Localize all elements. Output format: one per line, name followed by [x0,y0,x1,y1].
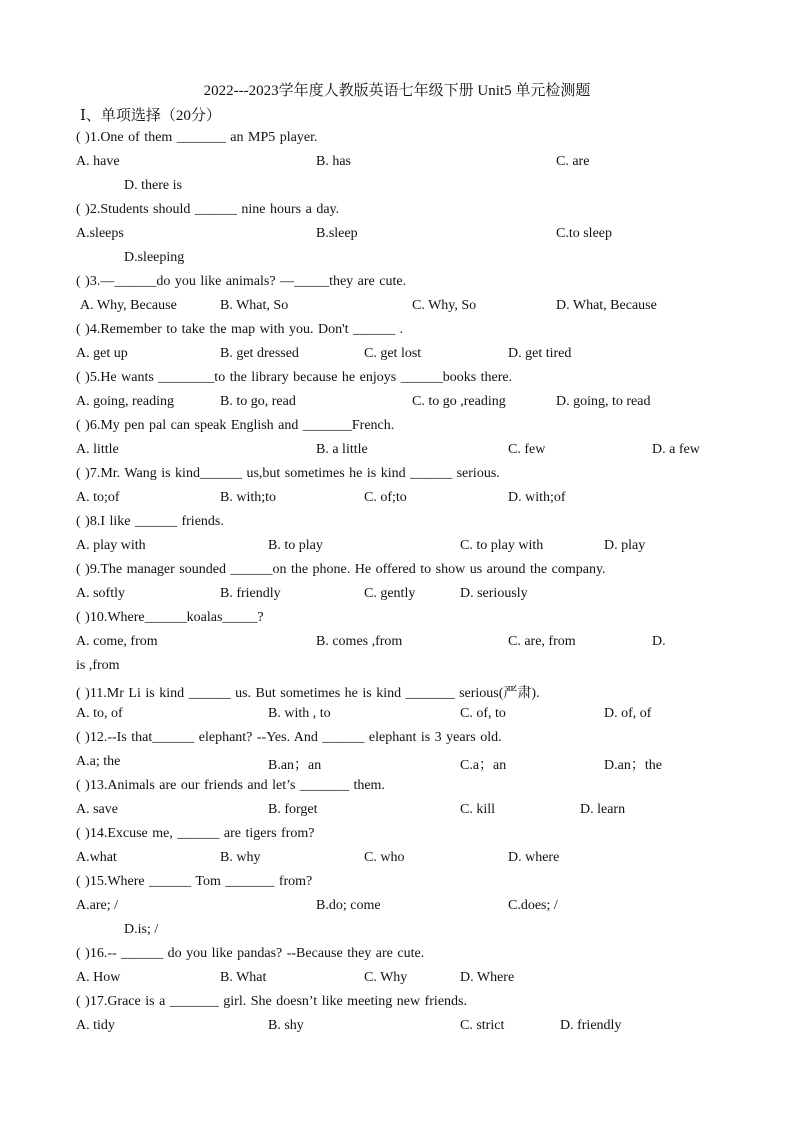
page-title: 2022---2023学年度人教版英语七年级下册 Unit5 单元检测题 [203,83,591,99]
option-a: A. softly [76,586,125,601]
question-stem: ( )8.I like ______ friends. [76,514,224,529]
question-stem: ( )3.—______do you like animals? —_____they are cute. [76,274,407,289]
option-a: A. Why, Because [80,298,177,313]
question-stem: ( )4.Remember to take the map with you. Don't ______ . [76,322,404,337]
option-a: A. How [76,970,121,985]
question-stem: ( )16.-- ______ do you like pandas? --Because they are cute. [76,946,425,961]
option-c: C. who [364,850,405,865]
option-b: B.an；an [268,758,322,773]
option-b: B.do; come [316,898,381,913]
option-b: B.sleep [316,226,358,241]
option-d: D. a few [652,442,700,457]
option-d: D. where [508,850,560,865]
option-a: A. save [76,802,118,817]
option-a: A. have [76,154,120,169]
option-b: B. a little [316,442,368,457]
option-b: B. shy [268,1018,304,1033]
option-c: C.does; / [508,898,558,913]
option-b: B. forget [268,802,318,817]
option-b: B. to go, read [220,394,296,409]
option-c: C. get lost [364,346,422,361]
option-c: C. are, from [508,634,576,649]
option-a: A.what [76,850,117,865]
option-c: C. to play with [460,538,544,553]
question-stem: ( )6.My pen pal can speak English and _______French. [76,418,395,433]
option-d: D. of, of [604,706,652,721]
option-d: D. friendly [560,1018,622,1033]
question-stem: ( )14.Excuse me, ______ are tigers from? [76,826,315,841]
option-c: C. gently [364,586,416,601]
option-a: A. to;of [76,490,120,505]
option-b: B. has [316,154,351,169]
option-d-continued: is ,from [76,658,120,673]
option-b: B. What [220,970,267,985]
option-d: D. learn [580,802,626,817]
option-d: D.an；the [604,758,662,773]
question-stem: ( )12.--Is that______ elephant? --Yes. And ______ elephant is 3 years old. [76,730,502,745]
option-b: B. get dressed [220,346,299,361]
option-d: D. get tired [508,346,572,361]
option-a: A. to, of [76,706,123,721]
option-c: C. Why, So [412,298,477,313]
option-c: C. strict [460,1018,505,1033]
question-stem: ( )17.Grace is a _______ girl. She doesn’t like meeting new friends. [76,994,467,1009]
question-stem: ( )11.Mr Li is kind ______ us. But sometimes he is kind _______ serious(严肃). [76,686,540,701]
option-c: C.a；an [460,758,507,773]
option-c: C.to sleep [556,226,612,241]
option-b: B. with , to [268,706,331,721]
option-d: D. there is [124,178,182,193]
option-a: A. get up [76,346,128,361]
option-d: D.is; / [124,922,159,937]
option-a: A. going, reading [76,394,174,409]
option-d: D. [652,634,666,649]
option-a: A. play with [76,538,146,553]
question-stem: ( )15.Where ______ Tom _______ from? [76,874,313,889]
option-d: D. Where [460,970,515,985]
question-stem: ( )13.Animals are our friends and let’s _______ them. [76,778,385,793]
question-stem: ( )10.Where______koalas_____? [76,610,264,625]
option-a: A. tidy [76,1018,115,1033]
question-stem: ( )2.Students should ______ nine hours a day. [76,202,340,217]
option-d: D. with;of [508,490,566,505]
option-a: A. come, from [76,634,158,649]
option-d: D.sleeping [124,250,185,265]
question-stem: ( )1.One of them _______ an MP5 player. [76,130,318,145]
option-c: C. few [508,442,546,457]
option-b: B. friendly [220,586,281,601]
option-b: B. why [220,850,261,865]
option-b: B. What, So [220,298,289,313]
option-c: C. of;to [364,490,407,505]
option-c: C. to go ,reading [412,394,506,409]
option-a: A. little [76,442,119,457]
option-c: C. kill [460,802,496,817]
question-stem: ( )7.Mr. Wang is kind______ us,but sometimes he is kind ______ serious. [76,466,500,481]
option-c: C. are [556,154,590,169]
question-stem: ( )9.The manager sounded ______on the phone. He offered to show us around the company. [76,562,606,577]
section-heading: Ⅰ、单项选择（20分） [80,108,221,124]
option-c: C. Why [364,970,408,985]
option-b: B. with;to [220,490,277,505]
question-stem: ( )5.He wants ________to the library because he enjoys ______books there. [76,370,513,385]
option-d: D. play [604,538,646,553]
option-d: D. going, to read [556,394,651,409]
option-a: A.sleeps [76,226,124,241]
option-d: D. What, Because [556,298,657,313]
option-c: C. of, to [460,706,506,721]
option-b: B. comes ,from [316,634,403,649]
option-d: D. seriously [460,586,528,601]
option-a: A.a; the [76,754,121,769]
option-b: B. to play [268,538,323,553]
option-a: A.are; / [76,898,118,913]
